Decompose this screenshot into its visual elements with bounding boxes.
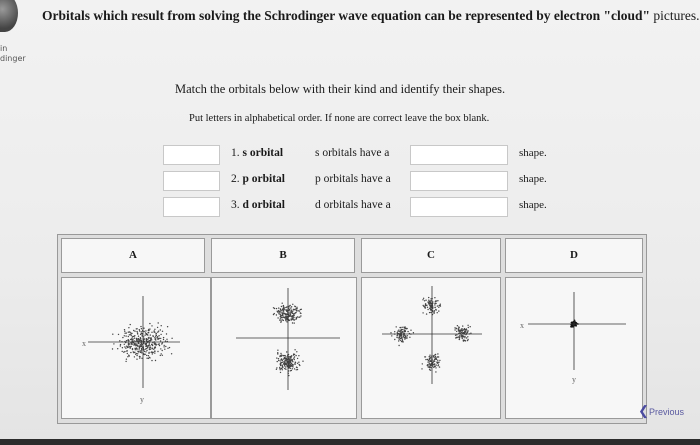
shape-box-1[interactable] — [410, 145, 508, 165]
corner-image — [0, 0, 18, 32]
orbital-table — [57, 234, 647, 424]
previous-button[interactable] — [638, 403, 684, 419]
dots-c — [390, 297, 471, 373]
shape-box-3[interactable] — [410, 197, 508, 217]
row-label-3: 3. d orbital — [231, 199, 285, 211]
shape-text-1: shape. — [519, 147, 547, 159]
orbital-image-c[interactable] — [361, 277, 501, 419]
orbital-diagram-c — [362, 278, 500, 418]
bottom-bar — [0, 439, 700, 445]
kind-text-2: p orbitals have a — [315, 173, 391, 185]
shape-box-2[interactable] — [410, 171, 508, 191]
shape-text-3: shape. — [519, 199, 547, 211]
orbital-diagram-d — [506, 278, 642, 418]
match-row-3 — [163, 197, 563, 219]
answer-box-3[interactable] — [163, 197, 220, 217]
orbital-image-a[interactable] — [61, 277, 211, 419]
answer-box-1[interactable] — [163, 145, 220, 165]
instructions-main: Match the orbitals below with their kind and identify their shapes. — [175, 82, 506, 96]
column-header-d: D — [505, 238, 643, 273]
shape-text-2: shape. — [519, 173, 547, 185]
kind-text-3: d orbitals have a — [315, 199, 391, 211]
y-label-a: y — [140, 395, 144, 404]
title-part-3: pictures. — [650, 8, 700, 23]
orbital-image-d[interactable] — [505, 277, 643, 419]
instructions-sub: Put letters in alphabetical order. If none are correct leave the box blank. — [189, 113, 490, 124]
side-text-2: dinger — [0, 54, 26, 63]
column-header-a: A — [61, 238, 205, 273]
orbital-diagram-a — [62, 278, 210, 418]
match-row-1 — [163, 145, 563, 167]
y-label-d: y — [572, 375, 576, 384]
row-label-1: 1. s orbital — [231, 147, 284, 159]
column-header-b: B — [211, 238, 355, 273]
orbital-image-b[interactable] — [211, 277, 357, 419]
column-header-c: C — [361, 238, 501, 273]
answer-box-2[interactable] — [163, 171, 220, 191]
x-label-d: x — [520, 321, 524, 330]
row-label-2: 2. p orbital — [231, 173, 285, 185]
kind-text-1: s orbitals have a — [315, 147, 390, 159]
match-row-2 — [163, 171, 563, 193]
orbital-diagram-b — [212, 278, 356, 418]
chevron-left-icon: ❮ — [638, 403, 649, 418]
title-emphasis: electron "cloud" — [553, 8, 651, 23]
x-label-a: x — [82, 339, 86, 348]
previous-label: Previous — [648, 407, 684, 417]
title-part-1: Orbitals which result from solving the Schrodinger wave equation can be represented by — [42, 8, 554, 23]
page-title — [42, 8, 700, 24]
side-text-1: in — [0, 44, 8, 53]
